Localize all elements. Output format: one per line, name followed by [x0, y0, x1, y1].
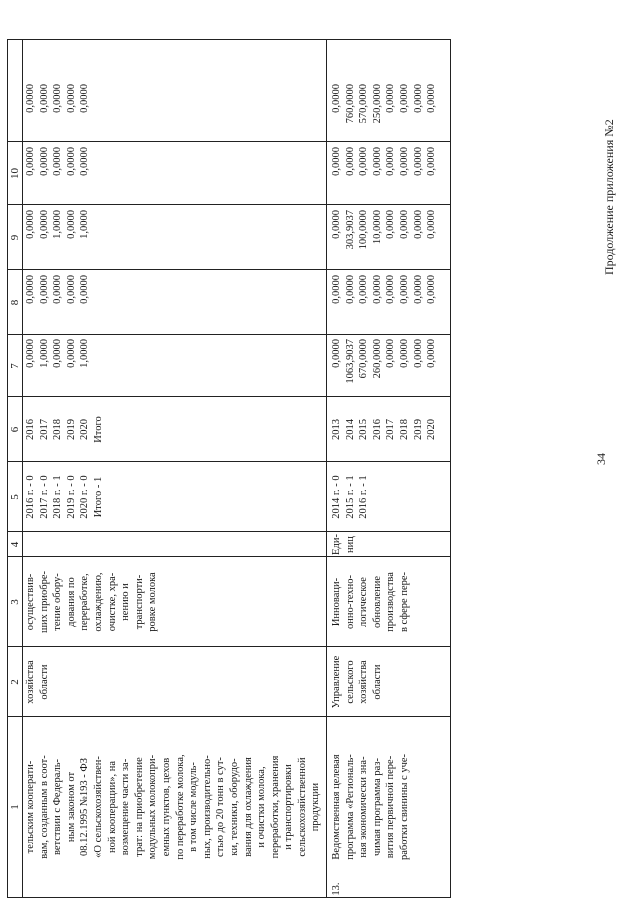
cell-line: ниц	[344, 536, 356, 553]
row-13-col11	[330, 84, 439, 142]
prev-row-description	[24, 717, 323, 897]
cell-line: сельского	[344, 660, 356, 704]
cell-line: 0,0000	[398, 210, 410, 239]
row-13-col7	[330, 339, 439, 397]
cell-line: 1,0000	[52, 210, 64, 239]
prev-row-col9	[24, 210, 92, 270]
cell-line: 0,0000	[65, 275, 77, 304]
cell-line: 0,0000	[65, 147, 77, 176]
cell-line: и транспортировки	[283, 764, 295, 850]
cell-line: 2017	[38, 419, 50, 440]
cell-line: 0,0000	[358, 147, 370, 176]
cell-line: 0,0000	[331, 84, 342, 113]
cell-line: 0,0000	[385, 339, 397, 368]
cell-line: переработки, хранения	[269, 755, 281, 859]
cell-line: 1,0000	[79, 339, 91, 368]
header-cell-9: 9	[9, 234, 21, 241]
cell-line: 0,0000	[344, 147, 356, 176]
cell-line: ровке молока	[147, 572, 159, 632]
cell-line: 2020	[426, 419, 438, 440]
row-13-years	[330, 397, 439, 462]
prev-row-col8	[24, 275, 92, 335]
cell-line: 670,0000	[358, 339, 370, 379]
cell-line: 0,0000	[79, 84, 91, 113]
row-13-indicator	[330, 557, 412, 647]
cell-line: вания для охлаждения	[242, 757, 254, 857]
cell-line: 0,0000	[412, 339, 424, 368]
header-cell-2: 2	[9, 679, 21, 685]
cell-line: хозяйства	[358, 660, 370, 704]
cell-line: тельским кооперати-	[25, 760, 36, 854]
cell-line: 0,0000	[65, 210, 77, 239]
cell-line: 0,0000	[385, 275, 397, 304]
cell-line: 0,0000	[426, 275, 438, 304]
cell-line: переработке,	[79, 573, 91, 631]
row-13-number: 13.	[331, 882, 342, 896]
header-cell-3: 3	[9, 599, 21, 605]
cell-line: Итого	[92, 416, 104, 443]
prev-row-col7	[24, 339, 92, 397]
cell-line: дования по	[65, 577, 77, 627]
cell-line: 2018	[398, 419, 410, 440]
cell-line: 0,0000	[25, 339, 36, 368]
cell-line: 1063,9037	[344, 339, 356, 384]
cell-line: стью до 20 тонн в сут-	[215, 757, 227, 857]
cell-line: производства	[385, 572, 397, 632]
cell-line: 0,0000	[344, 275, 356, 304]
header-cell-4: 4	[9, 541, 21, 548]
cell-line: ной кооперации», на	[106, 761, 118, 854]
cell-line: 2019	[412, 419, 424, 440]
cell-line: 0,0000	[358, 275, 370, 304]
cell-line: 2018 г. - 1	[52, 475, 64, 519]
row-13-col9	[330, 210, 439, 270]
cell-line: 0,0000	[38, 84, 50, 113]
cell-line: чимая программа раз-	[371, 758, 383, 856]
cell-line: 100,0000	[358, 210, 370, 250]
cell-line: по переработке молока,	[174, 754, 186, 860]
cell-line: «О сельскохозяйствен-	[92, 756, 104, 858]
row-13-unit	[330, 532, 357, 557]
cell-line: 2013	[331, 419, 342, 440]
cell-line: ветствии с Федераль-	[52, 759, 64, 855]
cell-line: осуществив-	[25, 573, 36, 631]
cell-line: 0,0000	[371, 275, 383, 304]
cell-line: области	[38, 664, 50, 700]
cell-line: 0,0000	[38, 147, 50, 176]
cell-line: 0,0000	[65, 84, 77, 113]
header-cell-6: 6	[9, 426, 21, 433]
prev-row-col11	[24, 84, 92, 142]
cell-line: хозяйства	[25, 660, 36, 704]
prev-row-years-values	[24, 462, 106, 532]
cell-line: Еди-	[331, 534, 342, 555]
cell-line: 1,0000	[79, 210, 91, 239]
cell-line: 0,0000	[398, 147, 410, 176]
cell-line: 0,0000	[52, 275, 64, 304]
cell-line: обновление	[371, 575, 383, 629]
cell-line: трат: на приобретение	[133, 757, 145, 857]
cell-line: 0,0000	[331, 339, 342, 368]
cell-line: 0,0000	[25, 147, 36, 176]
cell-line: 10,0000	[371, 210, 383, 245]
row-13-executor	[330, 647, 384, 717]
cell-line: онно-техно-	[344, 575, 356, 629]
data-table	[7, 39, 451, 898]
cell-line: ных, производительно-	[201, 755, 213, 859]
cell-line: 0,0000	[79, 275, 91, 304]
cell-line: 0,0000	[398, 339, 410, 368]
cell-line: 570,0000	[358, 84, 370, 124]
row-13-col10	[330, 147, 439, 205]
cell-line: 2015	[358, 419, 370, 440]
cell-line: 0,0000	[426, 339, 438, 368]
row-divider	[326, 40, 327, 897]
row-13-col8	[330, 275, 439, 335]
cell-line: 2017 г. - 0	[38, 475, 50, 519]
cell-line: в сфере пере-	[398, 571, 410, 633]
cell-line: ших приобре-	[38, 570, 50, 634]
cell-line: 0,0000	[426, 147, 438, 176]
cell-line: 0,0000	[371, 147, 383, 176]
cell-line: 0,0000	[52, 147, 64, 176]
cell-line: логическое	[358, 577, 370, 627]
cell-line: модульных молокопри-	[147, 754, 159, 860]
cell-line: ная экономически зна-	[358, 756, 370, 858]
cell-line: Управление	[331, 655, 342, 709]
header-cell-7: 7	[9, 363, 21, 369]
header-cell-8: 8	[9, 299, 21, 306]
cell-line: 0,0000	[79, 147, 91, 176]
cell-line: 0,0000	[398, 84, 410, 113]
cell-line: сельскохозяйственной	[296, 757, 308, 857]
cell-line: области	[371, 664, 383, 700]
cell-line: 0,0000	[398, 275, 410, 304]
cell-line: и очистки молока,	[256, 766, 268, 848]
cell-line: вам, созданным в соот-	[38, 755, 50, 859]
cell-line: 0,0000	[25, 275, 36, 304]
cell-line: 2019 г. - 0	[65, 475, 77, 519]
cell-line: 260,0000	[371, 339, 383, 379]
cell-line: 0,0000	[331, 147, 342, 176]
header-divider	[22, 40, 23, 897]
cell-line: 2014 г. - 0	[331, 475, 342, 519]
cell-line: 0,0000	[426, 84, 438, 113]
cell-line: 2016 г. - 0	[25, 475, 36, 519]
header-cell-10: 10	[9, 168, 21, 179]
cell-line: 0,0000	[25, 84, 36, 113]
cell-line: ным законом от	[65, 771, 77, 843]
cell-line: 0,0000	[426, 210, 438, 239]
cell-line: 2020 г. - 0	[79, 475, 91, 519]
cell-line: 303,9037	[344, 210, 356, 250]
cell-line: Инноваци-	[331, 577, 342, 627]
cell-line: продукции	[310, 782, 322, 832]
cell-line: 2016	[371, 419, 383, 440]
page-number: 34	[594, 453, 608, 465]
cell-line: Ведомственная целевая	[331, 754, 342, 860]
prev-row-col10	[24, 147, 92, 205]
cell-line: 0,0000	[385, 210, 397, 239]
cell-line: 0,0000	[385, 84, 397, 113]
cell-line: 2016 г. - 1	[358, 475, 370, 519]
cell-line: емных пунктов, цехов	[160, 757, 172, 857]
cell-line: ки, техники, оборудо-	[228, 758, 240, 856]
continuation-title: Продолжение приложения №2	[602, 119, 616, 275]
cell-line: 0,0000	[385, 147, 397, 176]
cell-line: транспорти-	[133, 574, 145, 630]
cell-line: 2015 г. - 1	[344, 475, 356, 519]
cell-line: 2014	[344, 419, 356, 440]
cell-line: 0,0000	[412, 210, 424, 239]
cell-line: 1,0000	[38, 339, 50, 368]
cell-line: 760,0000	[344, 84, 356, 124]
cell-line: нению и	[120, 583, 132, 621]
header-cell-5: 5	[9, 494, 21, 500]
row-13-description	[330, 717, 412, 897]
cell-line: 0,0000	[38, 210, 50, 239]
cell-line: 250,0000	[371, 84, 383, 124]
cell-line: 0,0000	[38, 275, 50, 304]
cell-line: тение обору-	[52, 573, 64, 631]
cell-line: 2017	[385, 419, 397, 440]
prev-row-indicator	[24, 557, 160, 647]
cell-line: 2018	[52, 419, 64, 440]
cell-line: Итого - 1	[92, 476, 104, 518]
cell-line: 0,0000	[25, 210, 36, 239]
cell-line: 0,0000	[412, 147, 424, 176]
cell-line: 2019	[65, 419, 77, 440]
cell-line: 0,0000	[65, 339, 77, 368]
cell-line: вития первичной пере-	[385, 755, 397, 859]
cell-line: 0,0000	[52, 84, 64, 113]
cell-line: охлаждению,	[92, 572, 104, 632]
cell-line: 2020	[79, 419, 91, 440]
prev-row-executor	[24, 647, 51, 717]
row-13-years-values	[330, 462, 371, 532]
cell-line: 0,0000	[52, 339, 64, 368]
cell-line: 08.12.1995 №193 - ФЗ	[79, 758, 91, 856]
cell-line: 0,0000	[331, 275, 342, 304]
cell-line: работки свинины с уче-	[398, 753, 410, 861]
cell-line: программа «Региональ-	[344, 754, 356, 860]
cell-line: возмещение части за-	[120, 758, 132, 856]
cell-line: в том числе модуль-	[188, 762, 200, 852]
cell-line: 2016	[25, 419, 36, 440]
cell-line: 0,0000	[412, 275, 424, 304]
cell-line: очистке, хра-	[106, 572, 118, 632]
cell-line: 0,0000	[331, 210, 342, 239]
cell-line: 0,0000	[412, 84, 424, 113]
prev-row-years	[24, 397, 106, 462]
header-cell-1: 1	[9, 804, 21, 810]
